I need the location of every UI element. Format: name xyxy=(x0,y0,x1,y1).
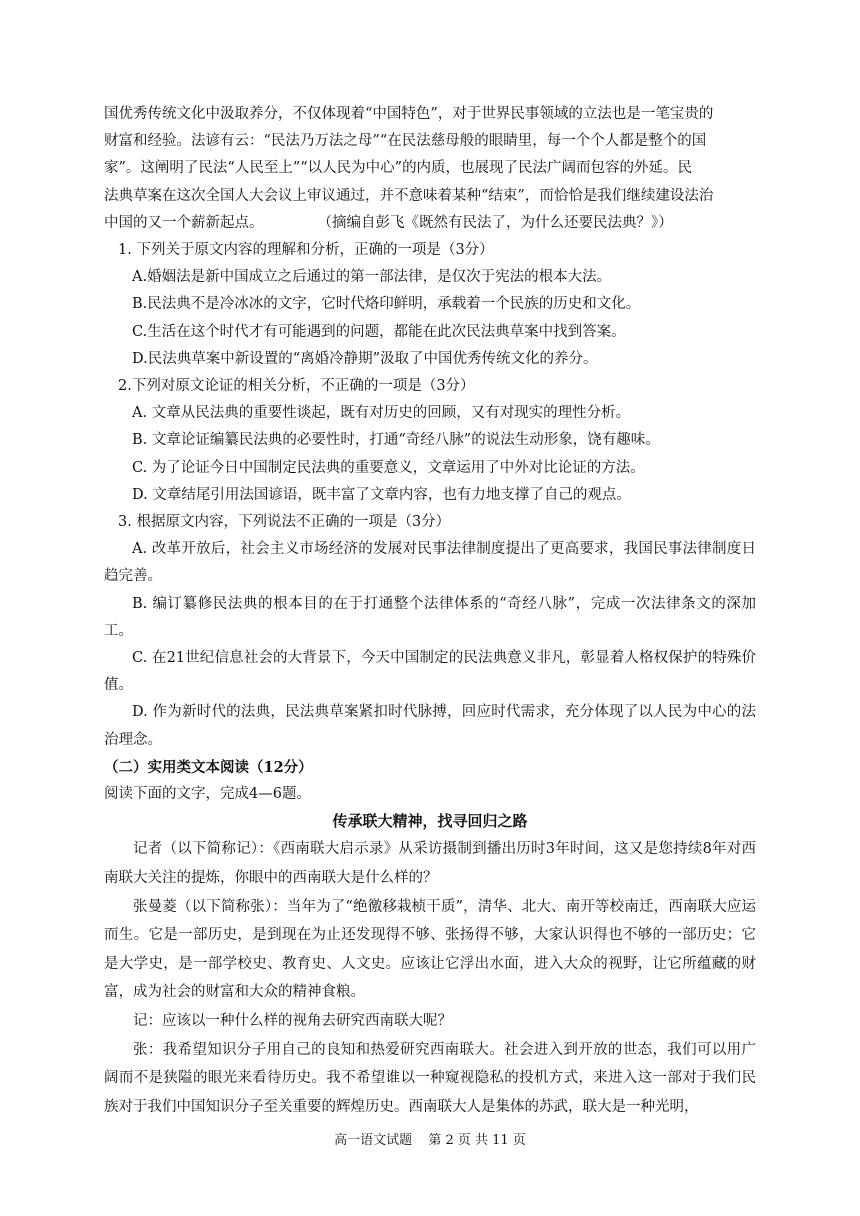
footer-page-number: 第 2 页 共 11 页 xyxy=(428,1133,526,1148)
passage-tail xyxy=(104,101,756,237)
option-c: C.生活在这个时代才有可能遇到的问题，都能在此次民法典草案中找到答案。 xyxy=(132,323,626,340)
option-a: A. 文章从民法典的重要性谈起，既有对历史的回顾，又有对现实的理性分析。 xyxy=(132,405,631,422)
option-d: D. 作为新时代的法典，民法典草案紧扣时代脉搏，回应时代需求，充分体现了以人民为中心的法治理念。 xyxy=(104,704,756,748)
page-footer xyxy=(0,1129,860,1148)
passage-line: 法典草案在这次全国人大会议上审议通过，并不意味着某种“结束”，而恰恰是我们继续建设法治 xyxy=(104,187,714,204)
passage-line: 财富和经验。法谚有云：“民法乃万法之母”“在民法慈母般的眼睛里，每一个个人都是整个的国 xyxy=(104,133,707,150)
interview xyxy=(104,835,756,1121)
passage-source: （摘编自彭飞《既然有民法了，为什么还要民法典？》） xyxy=(317,214,673,231)
option-c: C. 为了论证今日中国制定民法典的重要意义，文章运用了中外对比论证的方法。 xyxy=(132,459,645,476)
interview-paragraph: 张曼菱（以下简称张）：当年为了“绝徼移栽桢干质”，清华、北大、南开等校南迁，西南联大应运而生。它是一部历史，是到现在为止还发现得不够、张扬得不够，大家认识得也不够的一部历史；它是大学史，是一部学校史、教育史、人文史。应该让它浮出水面，进入大众的视野，让它所蕴藏的财富，成为社会的财富和大众的精神食粮。 xyxy=(104,898,756,1001)
option-d: D.民法典草案中新设置的“离婚冷静期”汲取了中国优秀传统文化的养分。 xyxy=(132,350,598,367)
option-a: A. 改革开放后，社会主义市场经济的发展对民事法律制度提出了更高要求，我国民事法律制度日趋完善。 xyxy=(104,541,756,585)
option-b: B.民法典不是冷冰冰的文字，它时代烙印鲜明，承载着一个民族的历史和文化。 xyxy=(132,296,641,313)
question-2 xyxy=(104,373,756,509)
interview-paragraph: 记者（以下简称记）：《西南联大启示录》从采访摄制到播出历时3年时间，这又是您持续8年对西南联大关注的提炼，你眼中的西南联大是什么样的？ xyxy=(104,841,756,887)
question-3 xyxy=(104,509,756,754)
question-1 xyxy=(104,237,756,373)
question-stem: 3. 根据原文内容，下列说法不正确的一项是（3分） xyxy=(118,514,451,531)
option-c: C. 在21世纪信息社会的大背景下，今天中国制定的民法典意义非凡，彰显着人格权保护的特殊价值。 xyxy=(104,650,756,694)
passage-line: 家”。这阐明了民法“人民至上”“以人民为中心”的内质，也展现了民法广阔而包容的外延。民 xyxy=(104,160,693,177)
option-b: B. 编订纂修民法典的根本目的在于打通整个法律体系的“奇经八脉”，完成一次法律条文的深加工。 xyxy=(104,595,756,639)
interview-paragraph: 张：我希望知识分子用自己的良知和热爱研究西南联大。社会进入到开放的世态，我们可以用广阔而不是狭隘的眼光来看待历史。我不希望谁以一种窥视隐私的投机方式，来进入这一部对于我们民族对于我们中国知识分子至关重要的辉煌历史。西南联大人是集体的苏武，联大是一种光明， xyxy=(104,1041,756,1115)
interview-paragraph: 记：应该以一种什么样的视角去研究西南联大呢？ xyxy=(133,1013,452,1030)
option-d: D. 文章结尾引用法国谚语，既丰富了文章内容，也有力地支撑了自己的观点。 xyxy=(132,486,631,503)
footer-subject: 高一语文试题 xyxy=(334,1133,413,1148)
article-title: 传承联大精神，找寻回归之路 xyxy=(332,812,528,831)
passage-line: 中国的又一个薪新起点。 xyxy=(104,214,264,231)
section-instruction: 阅读下面的文字，完成4—6题。 xyxy=(104,786,311,803)
page-content xyxy=(104,101,756,1121)
option-b: B. 文章论证编纂民法典的必要性时，打通“奇经八脉”的说法生动形象，饶有趣味。 xyxy=(132,432,660,449)
option-a: A.婚姻法是新中国成立之后通过的第一部法律，是仅次于宪法的根本大法。 xyxy=(132,269,612,286)
passage-line: 国优秀传统文化中汲取养分，不仅体现着“中国特色”，对于世界民事领域的立法也是一笔宝贵的 xyxy=(104,106,714,122)
section-heading: （二）实用类文本阅读（12分） xyxy=(104,758,313,776)
question-stem: 2.下列对原文论证的相关分析，不正确的一项是（3分） xyxy=(118,378,475,395)
question-stem: 1. 下列关于原文内容的理解和分析，正确的一项是（3分） xyxy=(118,242,494,259)
passage-last-line xyxy=(104,210,756,237)
